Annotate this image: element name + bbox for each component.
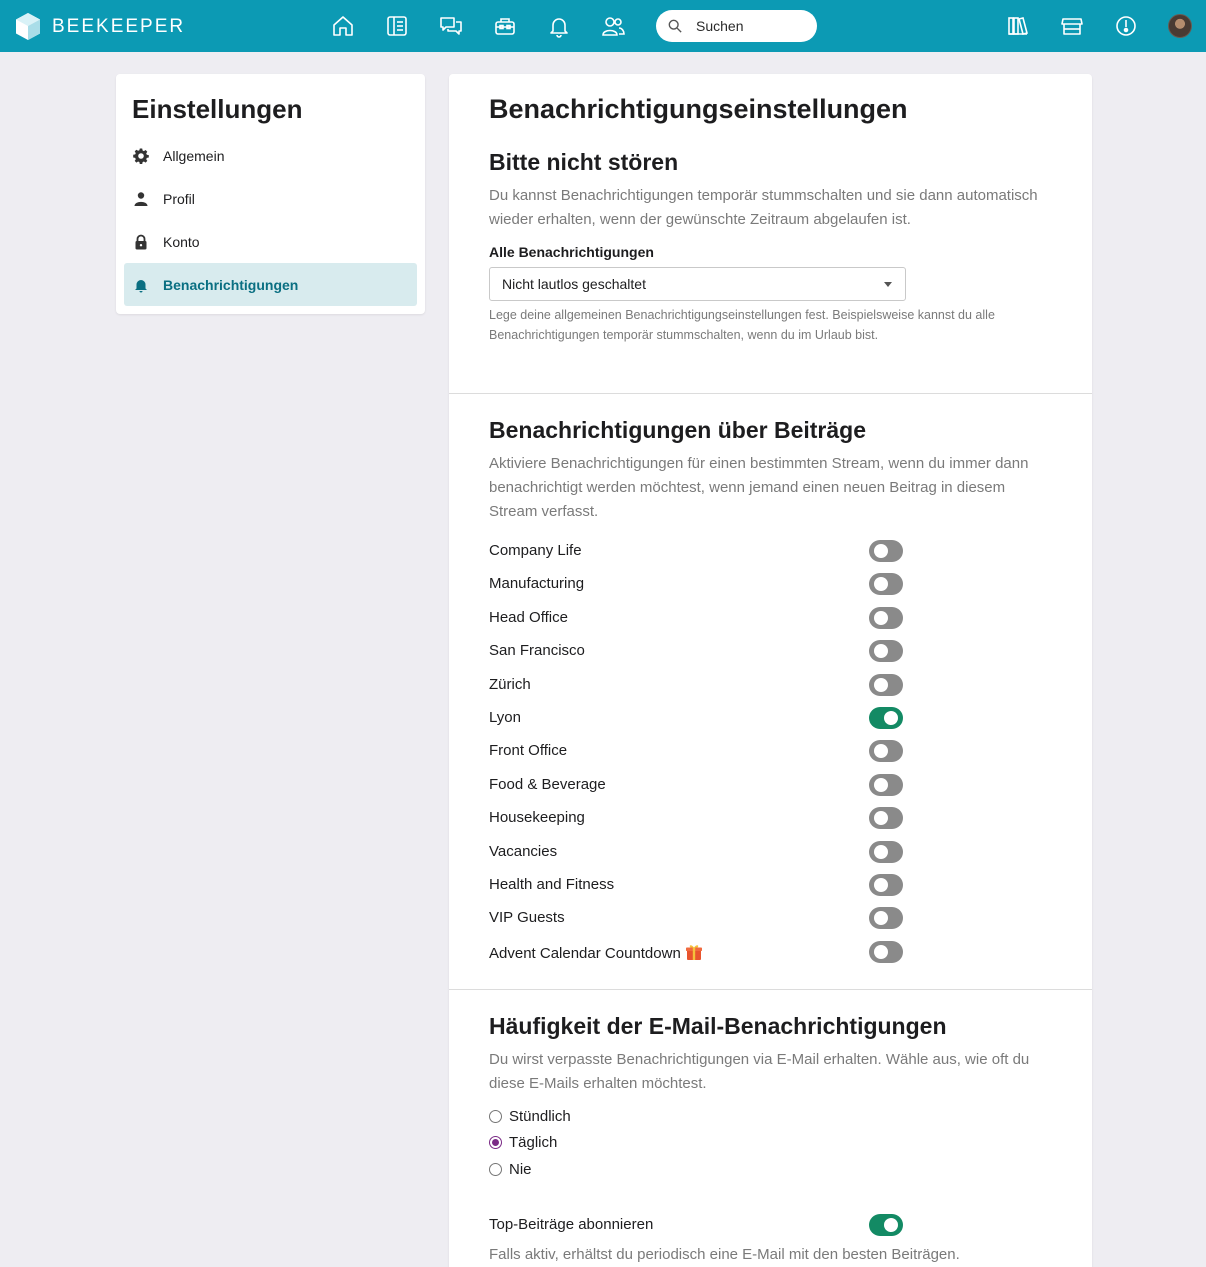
- stream-toggle[interactable]: [869, 573, 903, 595]
- sidebar-item-label: Profil: [163, 190, 195, 207]
- sidebar-item-label: Allgemein: [163, 147, 225, 164]
- mute-select[interactable]: [489, 267, 906, 301]
- stream-name: [489, 609, 568, 626]
- person-icon: [133, 191, 149, 207]
- toolbox-icon[interactable]: [492, 13, 518, 39]
- stream-toggle[interactable]: [869, 540, 903, 562]
- posts-description: Aktiviere Benachrichtigungen für einen bestimmten Stream, wenn du immer dann benachrichtigt werden möchtest, wenn jemand einen neuen Beitrag in diesem Stream verfasst.: [489, 455, 1029, 520]
- sidebar-item-profil[interactable]: [124, 177, 417, 220]
- radio-never[interactable]: [489, 1159, 532, 1179]
- stream-toggle[interactable]: [869, 674, 903, 696]
- stream-name: [489, 909, 565, 926]
- stream-name-text: Head Office: [489, 608, 568, 626]
- top-posts-hint: Falls aktiv, erhältst du periodisch eine E-Mail mit den besten Beiträgen.: [489, 1246, 960, 1263]
- bell-icon: [133, 277, 149, 293]
- stream-name-text: Company Life: [489, 542, 582, 559]
- radio-label: Stündlich: [509, 1107, 571, 1125]
- stream-name-text: VIP Guests: [489, 909, 565, 927]
- stream-name: [489, 843, 557, 860]
- sidebar-item-allgemein[interactable]: [124, 134, 417, 177]
- dnd-heading: Bitte nicht stören: [489, 149, 679, 175]
- sidebar-title: Einstellungen: [132, 94, 303, 124]
- search-icon: [668, 19, 682, 33]
- stream-toggle[interactable]: [869, 707, 903, 729]
- stream-name: [489, 809, 585, 826]
- stream-row: [489, 705, 905, 731]
- stream-name-text: Front Office: [489, 742, 568, 760]
- people-icon[interactable]: [600, 13, 626, 39]
- brand-name: BEEKEEPER: [52, 15, 186, 37]
- stream-toggle[interactable]: [869, 740, 903, 762]
- bell-icon[interactable]: [546, 13, 572, 39]
- search-box[interactable]: [656, 10, 817, 42]
- dnd-hint: Lege deine allgemeinen Benachrichtigungseinstellungen fest. Beispielsweise kannst du alle Benachrichtigungen temporär stummschalten, wenn du im Urlaub bist.: [489, 308, 995, 342]
- sidebar-item-benachrichtigungen[interactable]: [124, 263, 417, 306]
- stream-row: [489, 805, 905, 831]
- dnd-description: Du kannst Benachrichtigungen temporär stummschalten und sie dann automatisch wieder erhalten, wenn der gewünschte Zeitraum abgelaufen ist.: [489, 187, 1038, 228]
- library-icon[interactable]: [1005, 13, 1031, 39]
- radio-button[interactable]: [489, 1163, 502, 1176]
- posts-heading: Benachrichtigungen über Beiträge: [489, 417, 867, 443]
- gear-icon: [133, 148, 149, 164]
- stream-row: [489, 638, 905, 664]
- stream-row: [489, 939, 905, 965]
- stream-toggle[interactable]: [869, 807, 903, 829]
- stream-name-text: Food & Beverage: [489, 775, 606, 793]
- mute-select-value: Nicht lautlos geschaltet: [502, 276, 646, 292]
- stream-toggle[interactable]: [869, 607, 903, 629]
- stream-row: [489, 839, 905, 865]
- top-bar: [0, 0, 1206, 52]
- radio-daily[interactable]: [489, 1132, 557, 1152]
- news-icon[interactable]: [384, 13, 410, 39]
- lock-icon: [133, 234, 149, 250]
- home-icon[interactable]: [330, 13, 356, 39]
- stream-toggle[interactable]: [869, 774, 903, 796]
- dashboard-icon[interactable]: [1113, 13, 1139, 39]
- stream-name-text: Lyon: [489, 709, 521, 726]
- search-input[interactable]: [696, 18, 806, 34]
- stream-name-text: San Francisco: [489, 642, 585, 660]
- stream-toggle[interactable]: [869, 941, 903, 963]
- settings-sidebar: [116, 74, 425, 314]
- stream-row: [489, 772, 905, 798]
- top-posts-row: [489, 1212, 905, 1238]
- stream-name: [489, 709, 521, 726]
- stream-name: [489, 575, 584, 592]
- beekeeper-logo-icon: [16, 13, 40, 40]
- stream-toggle[interactable]: [869, 874, 903, 896]
- stream-name-text: Housekeeping: [489, 809, 585, 827]
- stream-toggle[interactable]: [869, 640, 903, 662]
- stream-row: [489, 605, 905, 631]
- top-posts-label: Top-Beiträge abonnieren: [489, 1216, 654, 1233]
- stream-name: [489, 642, 585, 659]
- store-icon[interactable]: [1059, 13, 1085, 39]
- stream-toggle[interactable]: [869, 907, 903, 929]
- page-title: Benachrichtigungseinstellungen: [489, 94, 908, 124]
- stream-name: [489, 876, 614, 893]
- stream-name: [489, 742, 567, 759]
- settings-panel: [449, 74, 1092, 1267]
- stream-name-text: Health and Fitness: [489, 876, 615, 893]
- logo[interactable]: [16, 13, 185, 40]
- chat-icon[interactable]: [438, 13, 464, 39]
- gift-icon: [685, 943, 703, 961]
- stream-name: [489, 943, 703, 962]
- stream-name-text: Vacancies: [489, 842, 558, 860]
- stream-toggle[interactable]: [869, 841, 903, 863]
- radio-button[interactable]: [489, 1136, 502, 1149]
- sidebar-item-konto[interactable]: [124, 220, 417, 263]
- radio-label: Täglich: [509, 1133, 558, 1151]
- radio-label: Nie: [509, 1160, 532, 1178]
- email-description: Du wirst verpasste Benachrichtigungen via E-Mail erhalten. Wähle aus, wie oft du diese E-Mails erhalten möchtest.: [489, 1051, 1030, 1092]
- stream-name: [489, 776, 606, 793]
- caret-down-icon: [884, 282, 892, 287]
- email-heading: Häufigkeit der E-Mail-Benachrichtigungen: [489, 1013, 947, 1039]
- stream-name-text: Advent Calendar Countdown: [489, 944, 681, 962]
- top-posts-toggle[interactable]: [869, 1214, 903, 1236]
- radio-button[interactable]: [489, 1110, 502, 1123]
- stream-row: [489, 538, 905, 564]
- stream-row: [489, 571, 905, 597]
- section-divider: [449, 393, 1092, 394]
- stream-name-text: Manufacturing: [489, 575, 585, 593]
- radio-hourly[interactable]: [489, 1106, 571, 1126]
- sidebar-item-label: Konto: [163, 233, 200, 250]
- stream-name-text: Zürich: [489, 675, 531, 693]
- stream-row: [489, 672, 905, 698]
- stream-row: [489, 905, 905, 931]
- all-notifications-label: Alle Benachrichtigungen: [489, 244, 654, 260]
- sidebar-item-label: Benachrichtigungen: [163, 276, 299, 293]
- avatar[interactable]: [1168, 14, 1192, 38]
- stream-name: [489, 676, 531, 693]
- section-divider: [449, 989, 1092, 990]
- stream-name: [489, 542, 582, 559]
- stream-row: [489, 738, 905, 764]
- stream-row: [489, 872, 905, 898]
